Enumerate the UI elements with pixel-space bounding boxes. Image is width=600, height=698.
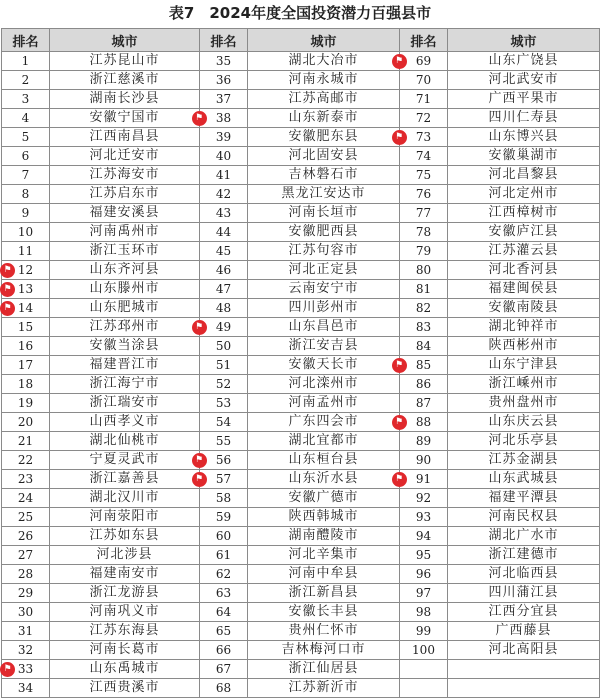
city-cell: 江苏邳州市 <box>50 318 200 337</box>
city-header: 城市 <box>50 29 200 52</box>
city-cell: 湖北宜都市 <box>248 432 400 451</box>
city-cell: 河南孟州市 <box>248 394 400 413</box>
city-cell: 浙江建德市 <box>448 546 600 565</box>
rank-cell: 38 <box>200 109 248 128</box>
city-cell: 山东滕州市 <box>50 280 200 299</box>
rank-cell: 58 <box>200 489 248 508</box>
city-cell: 湖北大冶市 <box>248 52 400 71</box>
city-cell: 福建安溪县 <box>50 204 200 223</box>
rank-cell: 87 <box>400 394 448 413</box>
rank-cell: 53 <box>200 394 248 413</box>
city-cell: 安徽肥西县 <box>248 223 400 242</box>
flag-marker-icon: ⚑ <box>0 263 15 278</box>
rank-cell: 10 <box>2 223 50 242</box>
city-cell: 安徽天长市 <box>248 356 400 375</box>
table-row <box>2 242 600 261</box>
rank-cell: 82 <box>400 299 448 318</box>
city-cell: 山东宁津县 <box>448 356 600 375</box>
rank-cell: 12 <box>2 261 50 280</box>
city-cell: 河北辛集市 <box>248 546 400 565</box>
rank-cell: 50 <box>200 337 248 356</box>
rank-cell: 35 <box>200 52 248 71</box>
city-cell: 河南荥阳市 <box>50 508 200 527</box>
city-cell: 山东肥城市 <box>50 299 200 318</box>
flag-marker-icon: ⚑ <box>192 453 207 468</box>
rank-cell: 5 <box>2 128 50 147</box>
table-row <box>2 451 600 470</box>
city-cell: 河南禹州市 <box>50 223 200 242</box>
table-row <box>2 584 600 603</box>
flag-marker-icon: ⚑ <box>392 415 407 430</box>
city-cell: 河北正定县 <box>248 261 400 280</box>
rank-cell: 24 <box>2 489 50 508</box>
city-cell: 湖南长沙县 <box>50 90 200 109</box>
city-cell: 吉林磐石市 <box>248 166 400 185</box>
rank-cell: 55 <box>200 432 248 451</box>
rank-cell: 68 <box>200 679 248 698</box>
rank-cell: 34 <box>2 679 50 698</box>
city-cell: 安徽长丰县 <box>248 603 400 622</box>
flag-marker-icon: ⚑ <box>0 282 15 297</box>
rank-header: 排名 <box>200 29 248 52</box>
table-row <box>2 413 600 432</box>
rank-cell: 90 <box>400 451 448 470</box>
table-row <box>2 261 600 280</box>
city-cell: 江苏昆山市 <box>50 52 200 71</box>
rank-header: 排名 <box>2 29 50 52</box>
rank-cell: 66 <box>200 641 248 660</box>
rank-cell: 11 <box>2 242 50 261</box>
rank-cell: 30 <box>2 603 50 622</box>
flag-marker-icon: ⚑ <box>192 111 207 126</box>
rank-cell: 76 <box>400 185 448 204</box>
table-row <box>2 71 600 90</box>
city-cell: 河北临西县 <box>448 565 600 584</box>
rank-cell: 97 <box>400 584 448 603</box>
city-cell: 河北高阳县 <box>448 641 600 660</box>
rank-cell: 46 <box>200 261 248 280</box>
rank-cell: 85 <box>400 356 448 375</box>
rank-cell: 89 <box>400 432 448 451</box>
table-row <box>2 337 600 356</box>
table-row <box>2 470 600 489</box>
rank-cell: 29 <box>2 584 50 603</box>
city-cell: 浙江海宁市 <box>50 375 200 394</box>
table-row <box>2 508 600 527</box>
rank-cell: 83 <box>400 318 448 337</box>
city-cell: 湖北汉川市 <box>50 489 200 508</box>
city-cell: 宁夏灵武市 <box>50 451 200 470</box>
rank-cell: 62 <box>200 565 248 584</box>
rank-cell: 33 <box>2 660 50 679</box>
rank-cell: 92 <box>400 489 448 508</box>
city-cell: 河北固安县 <box>248 147 400 166</box>
city-cell: 河南民权县 <box>448 508 600 527</box>
city-cell: 江苏启东市 <box>50 185 200 204</box>
city-cell: 浙江嵊州市 <box>448 375 600 394</box>
table-row <box>2 432 600 451</box>
table-row <box>2 660 600 679</box>
rank-cell: 3 <box>2 90 50 109</box>
city-cell: 广东四会市 <box>248 413 400 432</box>
city-cell: 江西南昌县 <box>50 128 200 147</box>
city-cell: 浙江新昌县 <box>248 584 400 603</box>
rank-cell: 47 <box>200 280 248 299</box>
city-cell: 湖南醴陵市 <box>248 527 400 546</box>
rank-cell: 67 <box>200 660 248 679</box>
city-cell: 福建南安市 <box>50 565 200 584</box>
rank-cell: 14 <box>2 299 50 318</box>
city-header: 城市 <box>248 29 400 52</box>
city-cell: 山西孝义市 <box>50 413 200 432</box>
city-cell: 广西平果市 <box>448 90 600 109</box>
city-cell: 河南长葛市 <box>50 641 200 660</box>
rank-cell: 61 <box>200 546 248 565</box>
table-row <box>2 546 600 565</box>
city-cell: 浙江仙居县 <box>248 660 400 679</box>
rank-cell: 98 <box>400 603 448 622</box>
city-cell: 山东广饶县 <box>448 52 600 71</box>
city-cell: 河北迁安市 <box>50 147 200 166</box>
rank-cell: 86 <box>400 375 448 394</box>
rank-cell: 36 <box>200 71 248 90</box>
city-cell: 安徽肥东县 <box>248 128 400 147</box>
rank-cell: 9 <box>2 204 50 223</box>
rank-cell: 73 <box>400 128 448 147</box>
rank-cell: 99 <box>400 622 448 641</box>
table-row <box>2 223 600 242</box>
table-row <box>2 299 600 318</box>
table-row <box>2 90 600 109</box>
rank-cell: 77 <box>400 204 448 223</box>
rank-cell: 64 <box>200 603 248 622</box>
rank-cell: 31 <box>2 622 50 641</box>
city-cell: 安徽庐江县 <box>448 223 600 242</box>
city-cell: 河南巩义市 <box>50 603 200 622</box>
city-cell: 江苏灌云县 <box>448 242 600 261</box>
city-cell: 湖北钟祥市 <box>448 318 600 337</box>
flag-marker-icon: ⚑ <box>392 472 407 487</box>
table-row <box>2 375 600 394</box>
rank-header: 排名 <box>400 29 448 52</box>
rank-cell: 71 <box>400 90 448 109</box>
city-cell: 河北乐亭县 <box>448 432 600 451</box>
city-cell: 河北武安市 <box>448 71 600 90</box>
table-row <box>2 318 600 337</box>
rank-cell: 27 <box>2 546 50 565</box>
rank-cell: 23 <box>2 470 50 489</box>
city-cell: 江西贵溪市 <box>50 679 200 698</box>
rank-cell: 72 <box>400 109 448 128</box>
city-cell: 福建平潭县 <box>448 489 600 508</box>
rank-cell: 40 <box>200 147 248 166</box>
table-row <box>2 622 600 641</box>
rank-cell: 22 <box>2 451 50 470</box>
city-cell: 山东桓台县 <box>248 451 400 470</box>
rank-cell: 48 <box>200 299 248 318</box>
rank-cell: 91 <box>400 470 448 489</box>
rank-cell: 17 <box>2 356 50 375</box>
city-cell: 浙江玉环市 <box>50 242 200 261</box>
city-cell: 浙江龙游县 <box>50 584 200 603</box>
city-cell: 贵州盘州市 <box>448 394 600 413</box>
city-cell: 江苏金湖县 <box>448 451 600 470</box>
city-cell: 云南安宁市 <box>248 280 400 299</box>
rank-cell: 18 <box>2 375 50 394</box>
city-cell: 湖北广水市 <box>448 527 600 546</box>
city-cell: 浙江安吉县 <box>248 337 400 356</box>
city-cell: 广西藤县 <box>448 622 600 641</box>
rank-cell: 32 <box>2 641 50 660</box>
city-cell: 河北涉县 <box>50 546 200 565</box>
city-cell: 山东庆云县 <box>448 413 600 432</box>
rank-cell <box>400 660 448 679</box>
rank-cell: 81 <box>400 280 448 299</box>
rank-cell: 70 <box>400 71 448 90</box>
flag-marker-icon: ⚑ <box>192 472 207 487</box>
rank-cell: 44 <box>200 223 248 242</box>
city-header: 城市 <box>448 29 600 52</box>
city-cell: 河北香河县 <box>448 261 600 280</box>
city-cell: 安徽南陵县 <box>448 299 600 318</box>
rank-cell: 21 <box>2 432 50 451</box>
city-cell: 山东禹城市 <box>50 660 200 679</box>
rank-cell: 2 <box>2 71 50 90</box>
table-row <box>2 603 600 622</box>
flag-marker-icon: ⚑ <box>392 54 407 69</box>
city-cell: 浙江慈溪市 <box>50 71 200 90</box>
city-cell: 河南永城市 <box>248 71 400 90</box>
table-row <box>2 147 600 166</box>
flag-marker-icon: ⚑ <box>192 320 207 335</box>
rank-cell: 13 <box>2 280 50 299</box>
city-cell: 吉林梅河口市 <box>248 641 400 660</box>
rank-cell: 19 <box>2 394 50 413</box>
city-cell: 陕西彬州市 <box>448 337 600 356</box>
city-cell: 河北定州市 <box>448 185 600 204</box>
rank-cell: 52 <box>200 375 248 394</box>
flag-marker-icon: ⚑ <box>0 301 15 316</box>
table-row <box>2 356 600 375</box>
rank-cell: 93 <box>400 508 448 527</box>
city-cell: 浙江嘉善县 <box>50 470 200 489</box>
city-cell: 山东新泰市 <box>248 109 400 128</box>
rank-cell: 7 <box>2 166 50 185</box>
flag-marker-icon: ⚑ <box>0 662 15 677</box>
rank-cell: 95 <box>400 546 448 565</box>
header-row <box>2 29 600 52</box>
city-cell <box>448 679 600 698</box>
city-cell: 安徽当涂县 <box>50 337 200 356</box>
city-cell: 江西樟树市 <box>448 204 600 223</box>
table-row <box>2 166 600 185</box>
table-body <box>2 52 600 698</box>
rank-cell: 15 <box>2 318 50 337</box>
ranking-table <box>1 28 600 698</box>
rank-cell: 45 <box>200 242 248 261</box>
city-cell: 湖北仙桃市 <box>50 432 200 451</box>
rank-cell: 65 <box>200 622 248 641</box>
rank-cell: 100 <box>400 641 448 660</box>
city-cell: 四川蒲江县 <box>448 584 600 603</box>
rank-cell: 6 <box>2 147 50 166</box>
city-cell: 山东昌邑市 <box>248 318 400 337</box>
city-cell: 贵州仁怀市 <box>248 622 400 641</box>
table-row <box>2 185 600 204</box>
city-cell: 江苏如东县 <box>50 527 200 546</box>
rank-cell: 96 <box>400 565 448 584</box>
city-cell: 河北滦州市 <box>248 375 400 394</box>
rank-cell: 16 <box>2 337 50 356</box>
rank-cell: 20 <box>2 413 50 432</box>
rank-cell: 54 <box>200 413 248 432</box>
table-row <box>2 565 600 584</box>
table-row <box>2 527 600 546</box>
table-row <box>2 679 600 698</box>
table-row <box>2 52 600 71</box>
rank-cell: 1 <box>2 52 50 71</box>
rank-cell: 37 <box>200 90 248 109</box>
city-cell: 浙江瑞安市 <box>50 394 200 413</box>
city-cell: 山东沂水县 <box>248 470 400 489</box>
table-row <box>2 109 600 128</box>
city-cell: 江苏新沂市 <box>248 679 400 698</box>
rank-cell: 25 <box>2 508 50 527</box>
city-cell: 安徽广德市 <box>248 489 400 508</box>
rank-cell: 84 <box>400 337 448 356</box>
rank-cell: 28 <box>2 565 50 584</box>
flag-marker-icon: ⚑ <box>392 358 407 373</box>
city-cell: 河南长垣市 <box>248 204 400 223</box>
city-cell <box>448 660 600 679</box>
table-row <box>2 280 600 299</box>
rank-cell: 79 <box>400 242 448 261</box>
rank-cell: 4 <box>2 109 50 128</box>
rank-cell: 78 <box>400 223 448 242</box>
rank-cell: 43 <box>200 204 248 223</box>
rank-cell: 8 <box>2 185 50 204</box>
city-cell: 福建闽侯县 <box>448 280 600 299</box>
rank-cell: 57 <box>200 470 248 489</box>
table-row <box>2 128 600 147</box>
rank-cell: 69 <box>400 52 448 71</box>
city-cell: 河北昌黎县 <box>448 166 600 185</box>
city-cell: 黑龙江安达市 <box>248 185 400 204</box>
rank-cell: 60 <box>200 527 248 546</box>
table-row <box>2 641 600 660</box>
flag-marker-icon: ⚑ <box>392 130 407 145</box>
city-cell: 安徽巢湖市 <box>448 147 600 166</box>
city-cell: 四川仁寿县 <box>448 109 600 128</box>
table-title: 表7 2024年度全国投资潜力百强县市 <box>168 4 432 22</box>
rank-cell: 88 <box>400 413 448 432</box>
table-row <box>2 204 600 223</box>
rank-cell: 51 <box>200 356 248 375</box>
city-cell: 河南中牟县 <box>248 565 400 584</box>
rank-cell: 59 <box>200 508 248 527</box>
rank-cell: 56 <box>200 451 248 470</box>
rank-cell: 41 <box>200 166 248 185</box>
city-cell: 四川彭州市 <box>248 299 400 318</box>
rank-cell: 63 <box>200 584 248 603</box>
city-cell: 江苏东海县 <box>50 622 200 641</box>
city-cell: 江苏海安市 <box>50 166 200 185</box>
city-cell: 陕西韩城市 <box>248 508 400 527</box>
rank-cell: 75 <box>400 166 448 185</box>
city-cell: 江苏句容市 <box>248 242 400 261</box>
city-cell: 山东博兴县 <box>448 128 600 147</box>
city-cell: 安徽宁国市 <box>50 109 200 128</box>
rank-cell: 42 <box>200 185 248 204</box>
rank-cell: 39 <box>200 128 248 147</box>
city-cell: 福建晋江市 <box>50 356 200 375</box>
rank-cell: 80 <box>400 261 448 280</box>
city-cell: 江西分宜县 <box>448 603 600 622</box>
city-cell: 山东武城县 <box>448 470 600 489</box>
table-row <box>2 394 600 413</box>
city-cell: 山东齐河县 <box>50 261 200 280</box>
rank-cell: 26 <box>2 527 50 546</box>
rank-cell: 94 <box>400 527 448 546</box>
table-row <box>2 489 600 508</box>
city-cell: 江苏高邮市 <box>248 90 400 109</box>
rank-cell: 74 <box>400 147 448 166</box>
rank-cell: 49 <box>200 318 248 337</box>
rank-cell <box>400 679 448 698</box>
